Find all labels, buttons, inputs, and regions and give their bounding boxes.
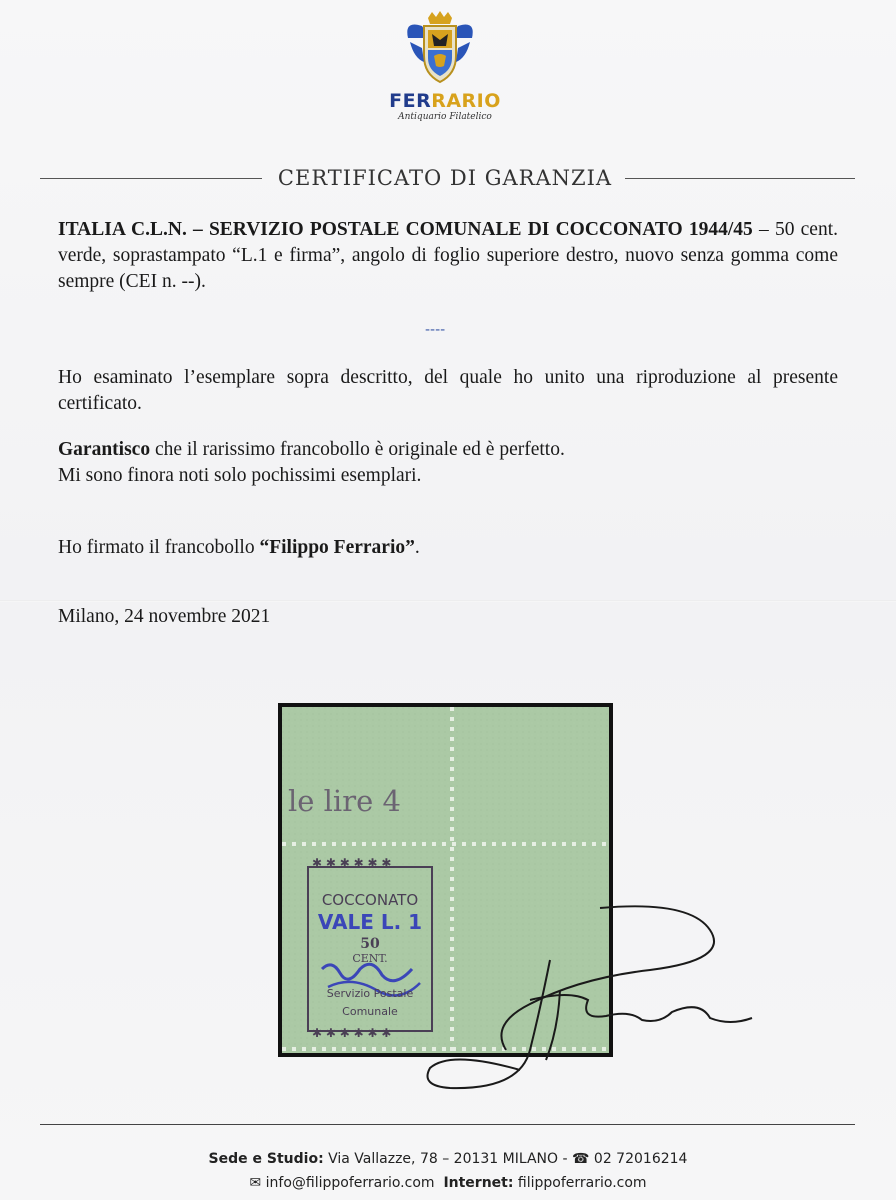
footer-phone: 02 72016214 <box>589 1151 688 1167</box>
title-rule-left <box>40 178 262 179</box>
stamp-description <box>58 217 838 295</box>
date-line: Milano, 24 novembre 2021 <box>58 606 271 627</box>
ferrario-crest-logo <box>400 8 480 88</box>
phone-icon: ☎ <box>572 1151 590 1167</box>
stamp-margin-text: le lire 4 <box>288 784 401 818</box>
stamp-overprint: VALE L. 1 <box>317 910 423 934</box>
known-copies-line: Mi sono finora noti solo pochissimi esemplari. <box>58 465 422 486</box>
guarantee-paragraph: Garantisco che il rarissimo francobollo è originale ed è perfetto. Mi sono finora noti solo pochissimi esemplari. <box>58 439 565 486</box>
footer-email[interactable]: info@filippoferrario.com <box>261 1175 435 1191</box>
description-body: – 50 cent. verde, soprastampato “L.1 e firma”, angolo di foglio superiore destro, nuovo senza gomma come sempre (CEI n. --). <box>58 219 838 292</box>
description-heading: ITALIA C.L.N. – SERVIZIO POSTALE COMUNALE DI COCCONATO 1944/45 <box>58 219 753 240</box>
signature-paragraph: Ho firmato il francobollo “Filippo Ferrario”. <box>58 537 420 558</box>
svg-text:✱ ✱ ✱ ✱ ✱ ✱: ✱ ✱ ✱ ✱ ✱ ✱ <box>312 856 392 870</box>
stamp-line2: Comunale <box>342 1005 398 1018</box>
footer-website[interactable]: filippoferrario.com <box>513 1175 647 1191</box>
stamp-value: 50 <box>360 936 380 952</box>
certificate-title: CERTIFICATO DI GARANZIA <box>277 166 613 190</box>
stamp-line1: Servizio Postale <box>326 987 414 1000</box>
handwritten-signature <box>410 900 770 1100</box>
examination-paragraph: Ho esaminato l’esemplare sopra descritto, del quale ho unito una riproduzione al presente certificato. <box>58 367 838 414</box>
stamp-town: COCCONATO <box>321 891 419 909</box>
separator: ---- <box>425 322 446 338</box>
title-rule-right <box>625 178 855 179</box>
footer-address: Sede e Studio: Via Vallazze, 78 – 20131 MILANO - ☎ 02 72016214 <box>208 1151 688 1167</box>
stamp-unit: CENT. <box>352 952 388 965</box>
footer-contact: ✉ info@filippoferrario.com Internet: filippoferrario.com <box>249 1175 647 1191</box>
envelope-icon: ✉ <box>249 1175 262 1191</box>
page-fold <box>0 600 896 602</box>
svg-text:✱ ✱ ✱ ✱ ✱ ✱: ✱ ✱ ✱ ✱ ✱ ✱ <box>312 1026 392 1040</box>
brand-name: FERRARIO <box>389 90 501 112</box>
brand-tagline: Antiquario Filatelico <box>398 112 492 122</box>
footer-rule <box>40 1124 855 1125</box>
